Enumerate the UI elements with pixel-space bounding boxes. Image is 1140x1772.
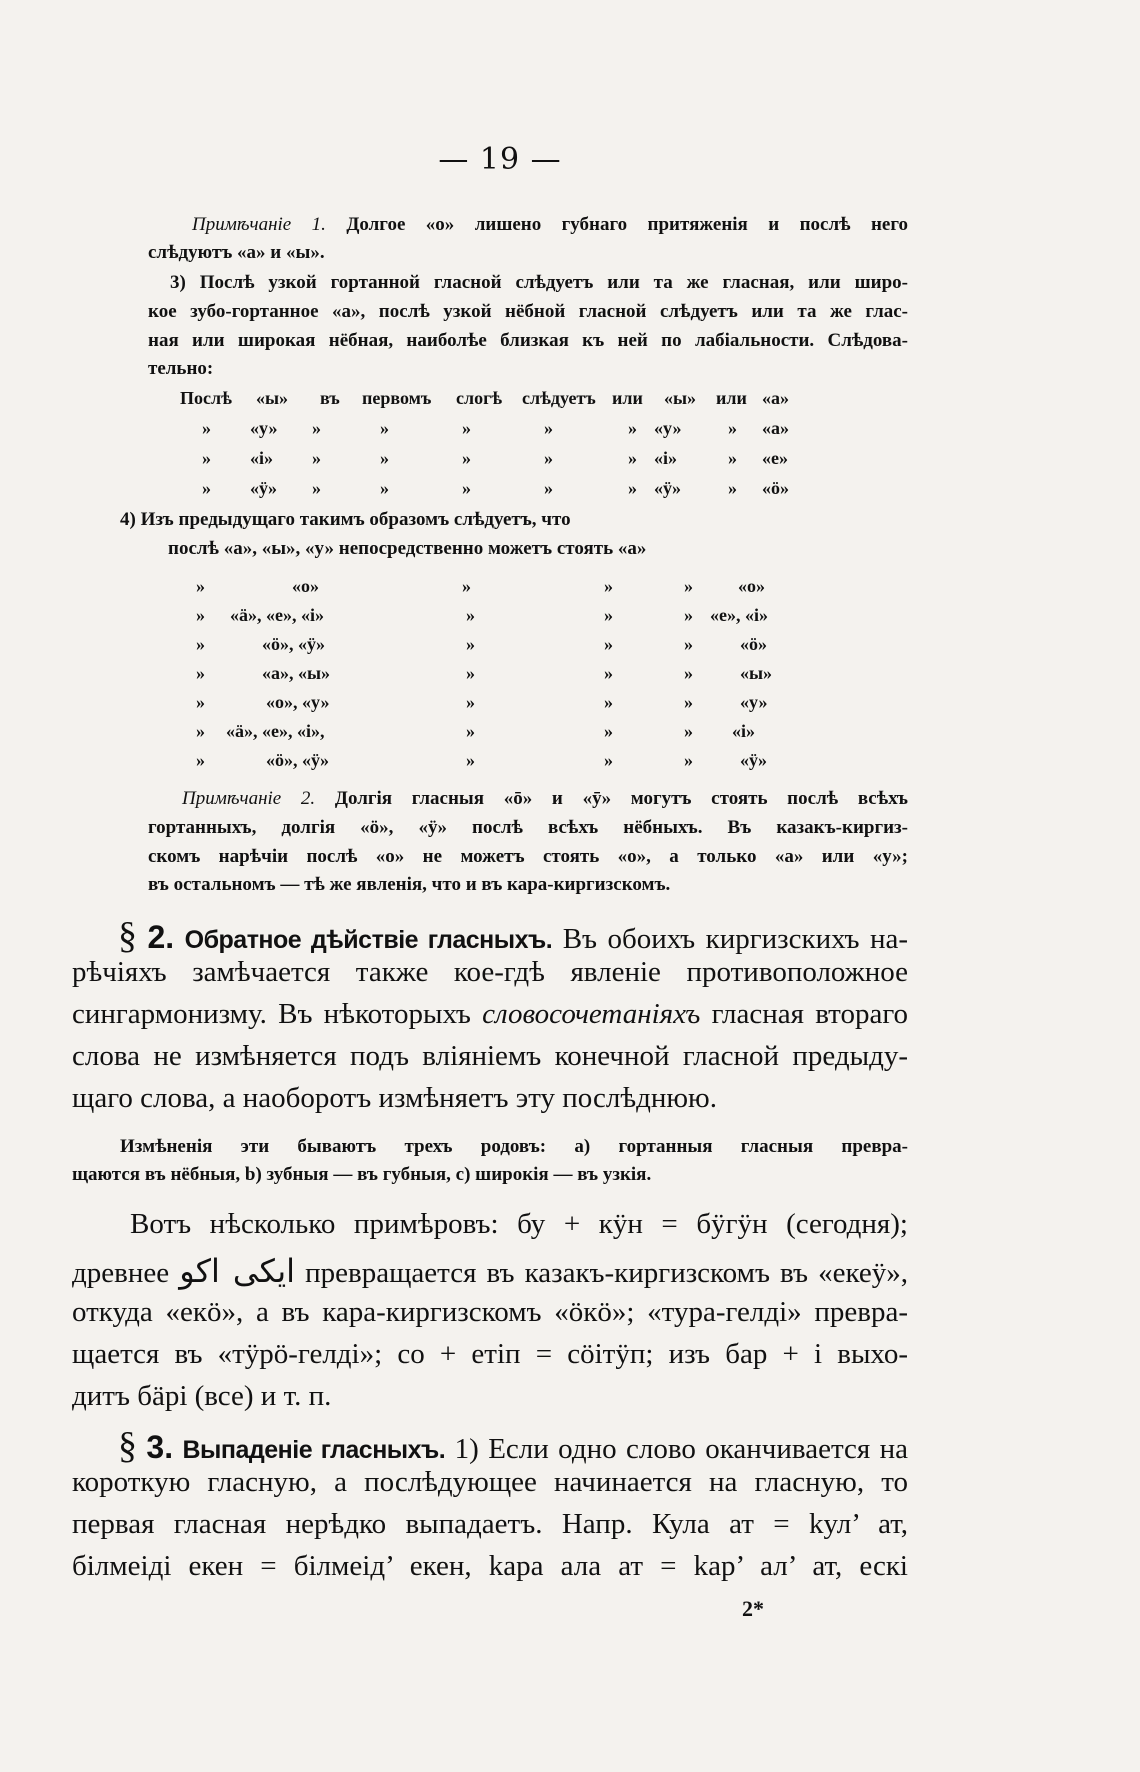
rule3-line3: ная или широкая нёбная, наиболѣе близкая къ ней по лабіальности. Слѣдова- xyxy=(148,330,908,351)
note2-line4: въ остальномъ — тѣ же явленія, что и въ кара-киргизскомъ. xyxy=(148,874,671,895)
table1-cell: или xyxy=(612,388,643,408)
table2-cell: «ӱ» xyxy=(740,750,767,770)
table1-cell: въ xyxy=(320,388,340,408)
table1-cell: «і» xyxy=(250,448,274,468)
signature-mark: 2* xyxy=(742,1596,764,1621)
table1-cell: » xyxy=(628,478,637,498)
examples-text: превращается въ казакъ-киргизскомъ въ «екеӱ», xyxy=(305,1257,908,1289)
note1-line1 xyxy=(192,214,908,236)
note1-text: Долгое «о» лишено губнаго притяженія и послѣ него xyxy=(346,214,908,235)
section2-number: 2. xyxy=(147,919,175,955)
arabic-script-word: ایکی اکو xyxy=(179,1252,296,1290)
table2-cell: » xyxy=(466,605,475,625)
table1-cell: «а» xyxy=(762,418,789,438)
table1-cell: » xyxy=(628,418,637,438)
table1-cell: первомъ xyxy=(362,388,432,408)
table1-cell: » xyxy=(462,448,471,468)
rule4-line2: послѣ «а», «ы», «у» непосредственно можетъ стоять «а» xyxy=(168,538,647,559)
table1-cell: » xyxy=(728,478,737,498)
note2-line2: гортанныхъ, долгія «ӧ», «ӱ» послѣ всѣхъ нёбныхъ. Въ казакъ-киргиз- xyxy=(148,817,908,838)
section2-line5: щаго слова, а наоборотъ измѣняетъ эту послѣднюю. xyxy=(72,1082,717,1114)
table1-cell: » xyxy=(312,448,321,468)
section2-line2: рѣчіяхъ замѣчается также кое-гдѣ явленіе противоположное xyxy=(72,956,908,988)
table1-cell: «е» xyxy=(762,448,788,468)
table2-cell: » xyxy=(684,576,693,596)
section2-title: Обратное дѣйствіе гласныхъ. xyxy=(184,926,553,954)
changes-line2: щаются въ нёбныя, b) зубныя — въ губныя, с) широкія — въ узкія. xyxy=(72,1164,652,1185)
table2-cell: » xyxy=(604,663,613,683)
examples-line3: откуда «екӧ», а въ кара-киргизскомъ «ӧкӧ»; «тура-гелді» превра- xyxy=(72,1296,908,1328)
table2-cell: » xyxy=(684,663,693,683)
table1-cell: » xyxy=(544,478,553,498)
table1-cell: или xyxy=(716,388,747,408)
table2-cell: » xyxy=(684,605,693,625)
table2-cell: «е», «і» xyxy=(710,605,768,625)
rule3-line1: 3) Послѣ узкой гортанной гласной слѣдуетъ или та же гласная, или широ- xyxy=(170,272,908,293)
table2-cell: » xyxy=(604,692,613,712)
table1-cell: » xyxy=(462,418,471,438)
table1-cell: » xyxy=(202,478,211,498)
table2-cell: » xyxy=(604,750,613,770)
section2-line4: слова не измѣняется подъ вліяніемъ конечной гласной предыду- xyxy=(72,1040,908,1072)
note2-line1 xyxy=(182,788,908,810)
table2-cell: «ы» xyxy=(740,663,773,683)
table2-cell: «ӓ», «е», «і», xyxy=(226,721,325,741)
table1-cell: » xyxy=(544,448,553,468)
section3-number: 3. xyxy=(146,1429,174,1465)
table2-cell: » xyxy=(604,605,613,625)
table2-cell: » xyxy=(466,634,475,654)
section-mark: § xyxy=(118,1425,137,1467)
table1-cell: » xyxy=(728,418,737,438)
table2-cell: «ӧ» xyxy=(740,634,767,654)
table2-cell: » xyxy=(684,634,693,654)
table1-cell: «у» xyxy=(654,418,682,438)
table2-cell: » xyxy=(466,750,475,770)
table1-cell: » xyxy=(202,448,211,468)
section2-text: сингармонизму. Въ нѣкоторыхъ xyxy=(72,998,471,1030)
section2-text: Въ обоихъ киргизскихъ на- xyxy=(562,923,908,955)
table1-cell: » xyxy=(380,448,389,468)
note2-label: Примѣчаніе 2. xyxy=(182,788,316,809)
table2-cell: «і» xyxy=(732,721,756,741)
note2-text: Долгія гласныя «ō» и «ӯ» могутъ стоять послѣ всѣхъ xyxy=(334,788,908,809)
table2-cell: » xyxy=(196,663,205,683)
table2-cell: » xyxy=(604,721,613,741)
rule3-line2: кое зубо-гортанное «а», послѣ узкой нёбной гласной слѣдуетъ или та же глас- xyxy=(148,301,908,322)
table2-cell: » xyxy=(684,692,693,712)
table1-cell: «ӱ» xyxy=(654,478,681,498)
table1-cell: » xyxy=(312,418,321,438)
examples-text: древнее xyxy=(72,1257,170,1289)
table1-cell: «і» xyxy=(654,448,678,468)
table2-cell: » xyxy=(604,634,613,654)
section3-line1 xyxy=(118,1424,908,1468)
table1-cell: слогѣ xyxy=(456,388,503,408)
table2-cell: » xyxy=(684,721,693,741)
table2-cell: «ӧ», «ӱ» xyxy=(266,750,329,770)
table1-cell: » xyxy=(380,418,389,438)
table2-cell: » xyxy=(196,750,205,770)
table1-cell: » xyxy=(462,478,471,498)
table1-cell: «ӧ» xyxy=(762,478,789,498)
table2-cell: » xyxy=(462,576,471,596)
note1-label: Примѣчаніе 1. xyxy=(192,214,326,235)
examples-line2 xyxy=(72,1252,908,1290)
table1-cell: Послѣ xyxy=(180,388,232,408)
table2-cell: «у» xyxy=(740,692,768,712)
table2-cell: » xyxy=(466,663,475,683)
table2-cell: » xyxy=(684,750,693,770)
table2-cell: «о» xyxy=(292,576,319,596)
rule3-line4: тельно: xyxy=(148,358,214,379)
table2-cell: «ӧ», «ӱ» xyxy=(262,634,325,654)
table2-cell: » xyxy=(604,576,613,596)
section3-line2: короткую гласную, а послѣдующее начинается на гласную, то xyxy=(72,1466,908,1498)
table2-cell: «о» xyxy=(738,576,765,596)
rule4-line1: 4) Изъ предыдущаго такимъ образомъ слѣдуетъ, что xyxy=(120,509,571,530)
table1-cell: «ӱ» xyxy=(250,478,277,498)
section2-italic-term: словосочетаніяхъ xyxy=(482,998,701,1030)
section2-line3 xyxy=(72,998,908,1031)
changes-line1: Измѣненія эти бываютъ трехъ родовъ: а) гортанныя гласныя превра- xyxy=(120,1136,908,1157)
note2-line3: скомъ нарѣчіи послѣ «о» не можетъ стоять «о», а только «а» или «у»; xyxy=(148,846,908,867)
examples-line4: щается въ «тӱрӧ-гелді»; со + етіп = сӧітӱп; изъ бар + і выхо- xyxy=(72,1338,908,1370)
table1-cell: » xyxy=(728,448,737,468)
table1-cell: «у» xyxy=(250,418,278,438)
section3-line3: первая гласная нерѣдко выпадаетъ. Напр. Кула ат = kул’ ат, xyxy=(72,1508,908,1540)
table2-cell: «ӓ», «е», «і» xyxy=(230,605,324,625)
table1-cell: » xyxy=(202,418,211,438)
table1-cell: «ы» xyxy=(256,388,289,408)
table1-cell: » xyxy=(380,478,389,498)
table1-cell: » xyxy=(628,448,637,468)
page-number: — 19 — xyxy=(438,142,562,177)
table2-cell: » xyxy=(466,692,475,712)
examples-line5: дитъ бӓрі (все) и т. п. xyxy=(72,1380,332,1412)
section3-line4: білмеіді екен = білмеід’ екен, kара ала ат = kар’ ал’ ат, ескі xyxy=(72,1550,908,1582)
table1-cell: «ы» xyxy=(664,388,697,408)
table2-cell: «о», «у» xyxy=(266,692,330,712)
table2-cell: » xyxy=(196,576,205,596)
table2-cell: » xyxy=(196,634,205,654)
note1-line2: слѣдуютъ «а» и «ы». xyxy=(148,242,325,263)
section2-line1 xyxy=(118,914,908,958)
table2-cell: » xyxy=(196,692,205,712)
table2-cell: «а», «ы» xyxy=(262,663,331,683)
section3-text: 1) Если одно слово оканчивается на xyxy=(454,1433,908,1465)
section2-text: гласная втораго xyxy=(711,998,909,1030)
table1-cell: «а» xyxy=(762,388,789,408)
table2-cell: » xyxy=(196,721,205,741)
table1-cell: » xyxy=(544,418,553,438)
table1-cell: » xyxy=(312,478,321,498)
section3-title: Выпаденіе гласныхъ. xyxy=(182,1436,446,1464)
table2-cell: » xyxy=(466,721,475,741)
section-mark: § xyxy=(118,915,137,957)
examples-line1: Вотъ нѣсколько примѣровъ: бу + кӱн = бӱгӱн (сегодня); xyxy=(130,1208,908,1240)
table1-cell: слѣдуетъ xyxy=(522,388,596,408)
table2-cell: » xyxy=(196,605,205,625)
